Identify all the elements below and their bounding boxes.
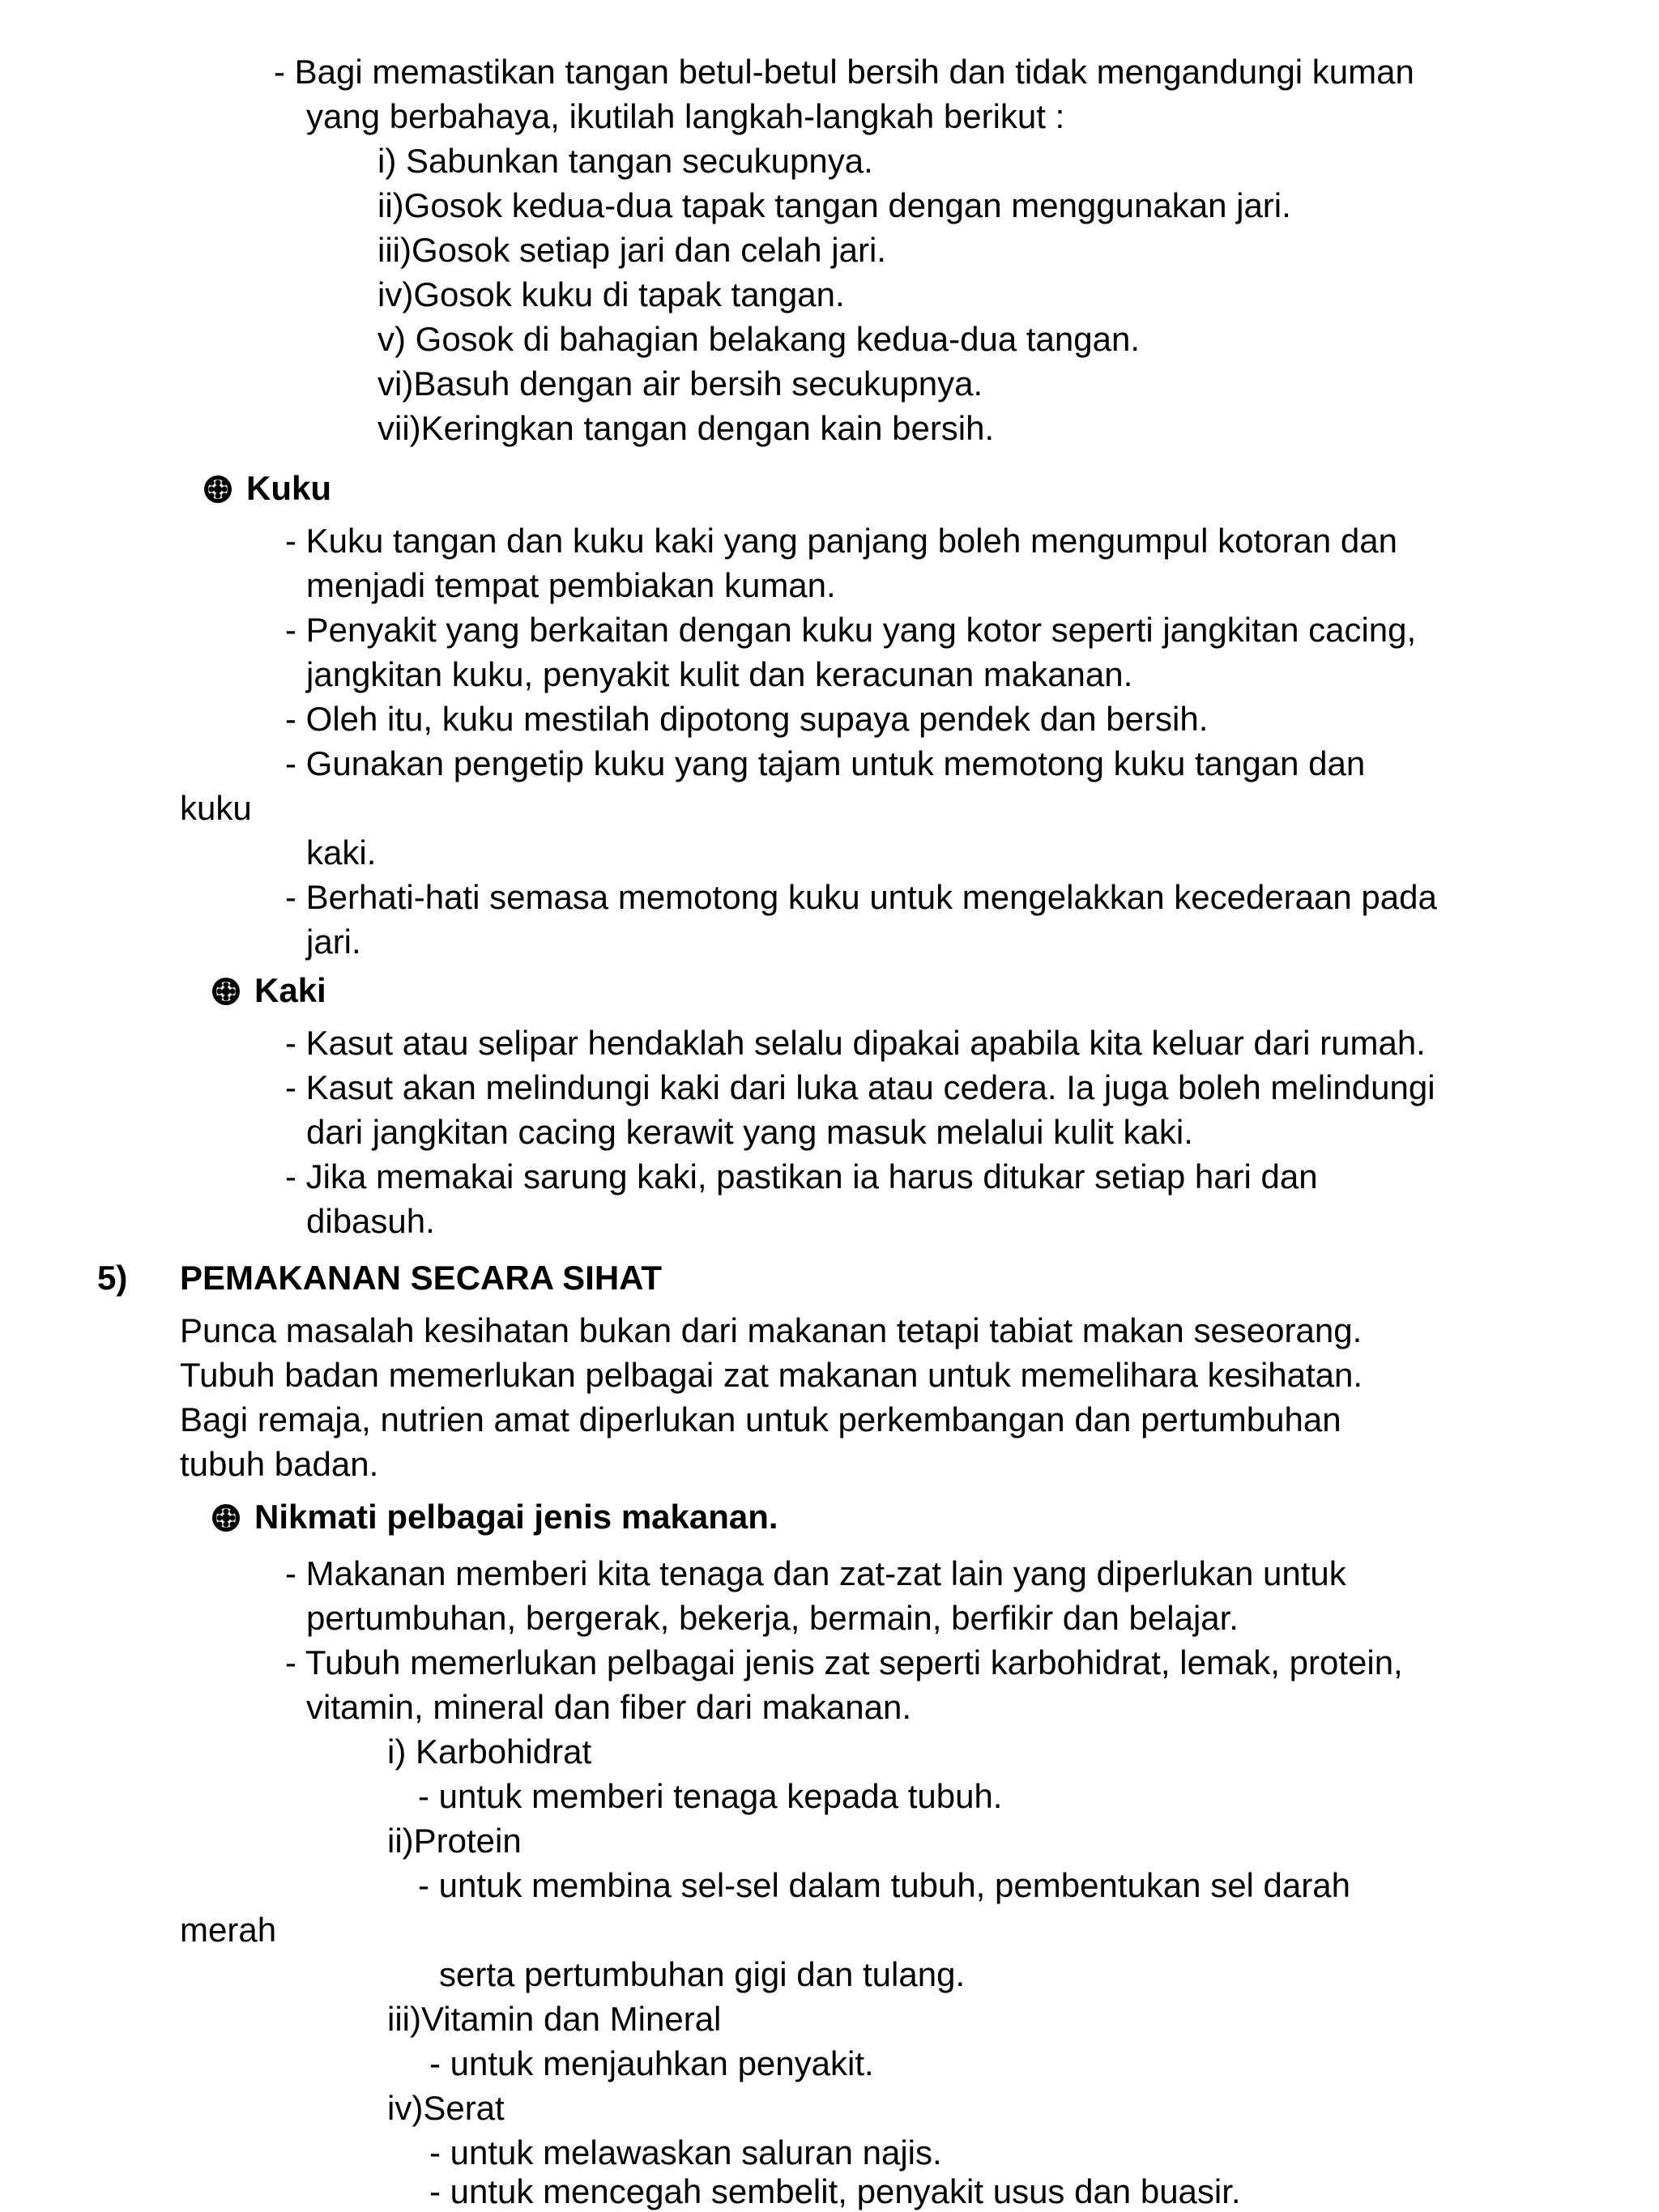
text-line: kaki. <box>306 833 377 872</box>
bullet-icon <box>204 475 232 503</box>
text-line: - Kuku tangan dan kuku kaki yang panjang boleh mengumpul kotoran dan <box>285 522 1397 560</box>
text-line: jangkitan kuku, penyakit kulit dan keracunan makanan. <box>306 655 1133 693</box>
section-title: PEMAKANAN SECARA SIHAT <box>180 1259 663 1297</box>
list-item: vii)Keringkan tangan dengan kain bersih. <box>377 409 995 447</box>
list-item: i) Karbohidrat <box>387 1733 592 1771</box>
list-item: ii)Protein <box>387 1822 522 1860</box>
text-line: - Kasut akan melindungi kaki dari luka atau cedera. Ia juga boleh melindungi <box>285 1068 1435 1106</box>
text-line: - Bagi memastikan tangan betul-betul bersih dan tidak mengandungi kuman <box>274 53 1414 91</box>
section-heading-kuku: Kuku <box>204 468 331 509</box>
text-line: - Makanan memberi kita tenaga dan zat-zat lain yang diperlukan untuk <box>285 1554 1346 1592</box>
text-line: dari jangkitan cacing kerawit yang masuk melalui kulit kaki. <box>306 1113 1193 1151</box>
paragraph-line: Bagi remaja, nutrien amat diperlukan untuk perkembangan dan pertumbuhan <box>180 1400 1341 1438</box>
section-number: 5) <box>97 1259 128 1297</box>
text-line: menjadi tempat pembiakan kuman. <box>306 566 836 604</box>
bullet-icon <box>212 1504 240 1532</box>
section-subheading: Nikmati pelbagai jenis makanan. <box>212 1497 778 1537</box>
text-line: - Oleh itu, kuku mestilah dipotong supaya pendek dan bersih. <box>285 700 1209 738</box>
list-item-detail: - untuk memberi tenaga kepada tubuh. <box>418 1777 1003 1815</box>
list-item: ii)Gosok kedua-dua tapak tangan dengan menggunakan jari. <box>377 186 1291 224</box>
list-item-detail: - untuk mencegah sembelit, penyakit usus dan buasir. <box>429 2172 1241 2210</box>
text-line: - Penyakit yang berkaitan dengan kuku yang kotor seperti jangkitan cacing, <box>285 611 1417 649</box>
paragraph-line: Punca masalah kesihatan bukan dari makanan tetapi tabiat makan seseorang. <box>180 1311 1363 1349</box>
text-line: pertumbuhan, bergerak, bekerja, bermain, berfikir dan belajar. <box>306 1599 1239 1637</box>
text-line: dibasuh. <box>306 1202 435 1240</box>
list-item-detail: serta pertumbuhan gigi dan tulang. <box>439 1955 966 1993</box>
list-item: iv)Gosok kuku di tapak tangan. <box>377 275 845 313</box>
text-line: kuku <box>180 789 252 827</box>
list-item-detail: - untuk menjauhkan penyakit. <box>429 2044 874 2082</box>
text-line: - Berhati-hati semasa memotong kuku untuk mengelakkan kecederaan pada <box>285 878 1437 916</box>
text-line: - Gunakan pengetip kuku yang tajam untuk memotong kuku tangan dan <box>285 744 1366 782</box>
list-item: v) Gosok di bahagian belakang kedua-dua tangan. <box>377 320 1141 358</box>
text-line: - Kasut atau selipar hendaklah selalu dipakai apabila kita keluar dari rumah. <box>285 1024 1426 1062</box>
text-line: - Tubuh memerlukan pelbagai jenis zat seperti karbohidrat, lemak, protein, <box>285 1643 1403 1681</box>
list-item: iii)Gosok setiap jari dan celah jari. <box>377 231 886 269</box>
bullet-icon <box>212 978 240 1005</box>
section-heading-kaki: Kaki <box>212 970 326 1011</box>
paragraph-line: Tubuh badan memerlukan pelbagai zat makanan untuk memelihara kesihatan. <box>180 1356 1363 1394</box>
paragraph-line: tubuh badan. <box>180 1445 379 1483</box>
list-item: iii)Vitamin dan Mineral <box>387 2000 722 2038</box>
text-line: yang berbahaya, ikutilah langkah-langkah berikut : <box>306 97 1065 135</box>
list-item: i) Sabunkan tangan secukupnya. <box>377 142 873 180</box>
text-line: jari. <box>306 923 361 961</box>
list-item: vi)Basuh dengan air bersih secukupnya. <box>377 364 983 403</box>
list-item-detail: - untuk membina sel-sel dalam tubuh, pembentukan sel darah <box>418 1866 1350 1904</box>
text-line: vitamin, mineral dan fiber dari makanan. <box>306 1688 912 1726</box>
text-line: - Jika memakai sarung kaki, pastikan ia harus ditukar setiap hari dan <box>285 1157 1318 1196</box>
list-item: iv)Serat <box>387 2089 505 2127</box>
list-item-detail: - untuk melawaskan saluran najis. <box>429 2133 942 2172</box>
list-item-detail: merah <box>180 1911 277 1949</box>
